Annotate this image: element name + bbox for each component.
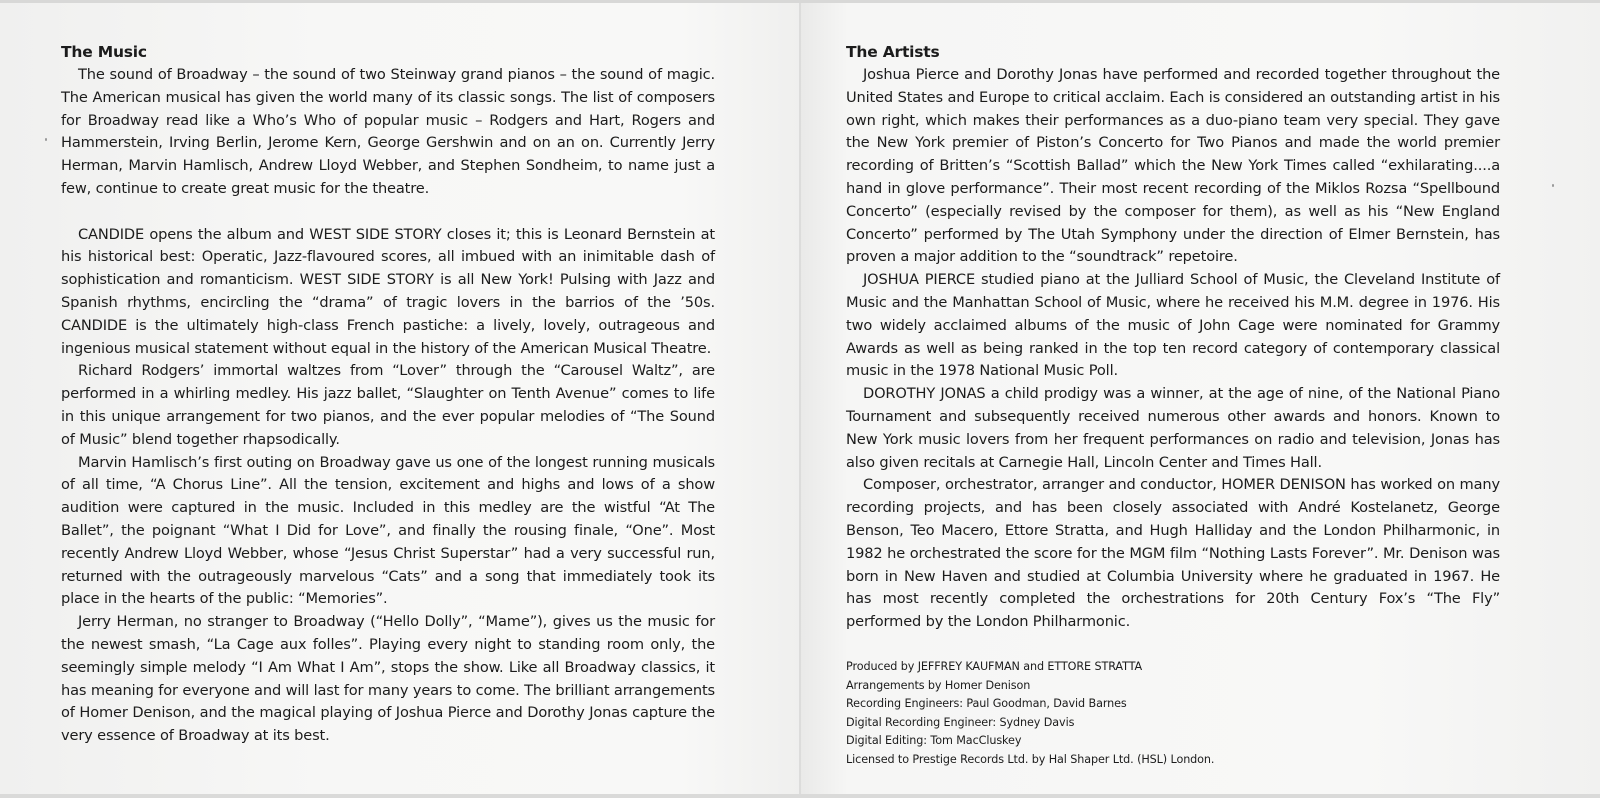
scan-bottom-edge	[0, 794, 1600, 798]
paragraph-herman: Jerry Herman, no stranger to Broadway (“Hello Dolly”, “Mame”), gives us the music for the newest smash, “La Cage aux folles”. Playing every night to standing room only, the seemingly simple melody “I Am What I Am”, stops the show. Like all Broadway classics, it has meaning for everyone and will last for many years to come. The brilliant arrangements of Homer Denison, and the magical playing of Joshua Pierce and Dorothy Jonas capture the very essence of Broadway at its best.	[61, 613, 715, 745]
paragraph-bernstein: CANDIDE opens the album and WEST SIDE STORY closes it; this is Leonard Bernstein at his historical best: Operatic, Jazz-flavoured scores, all imbued with an inimitable dash of sophistication and romanticism. WEST SIDE STORY is all New York! Pulsing with Jazz and Spanish rhythms, encircling the “drama” of tragic lovers in the barrios of the ’50s. CANDIDE is the ultimately high-class French pastiche: a lively, lovely, outrageous and ingenious musical statement without equal in the history of the American Musical Theatre.	[61, 225, 715, 357]
paragraph-joshua-pierce: JOSHUA PIERCE studied piano at the Julliard School of Music, the Cleveland Institute of Music and the Manhattan School of Music, where he received his M.M. degree in 1976. His two widely acclaimed albums of the music of John Cage were nominated for Grammy Awards as well as being ranked in the top ten record category of contemporary classical music in the 1978 National Music Poll.	[846, 271, 1500, 380]
right-page	[800, 0, 1600, 798]
credit-license: Licensed to Prestige Records Ltd. by Hal Shaper Ltd. (HSL) London.	[846, 752, 1215, 766]
section-heading-artists: The Artists	[846, 43, 940, 61]
paragraph-homer-denison: Composer, orchestrator, arranger and conductor, HOMER DENISON has worked on many recording projects, and has been closely associated with André Kostelanetz, George Benson, Teo Macero, Ettore Stratta, and Hugh Halliday and the London Philharmonic, in 1982 he orchestrated the score for the MGM film “Nothing Lasts Forever”. Mr. Denison was born in New Haven and studied at Columbia University where he graduated in 1967. He has most recently completed the orchestrations for 20th Century Fox’s “The Fly” performed by the London Philharmonic.	[846, 476, 1500, 631]
credit-arrangements: Arrangements by Homer Denison	[846, 678, 1031, 692]
artists-column	[846, 40, 1500, 634]
section-heading-music: The Music	[61, 43, 147, 61]
paragraph-duo: Joshua Pierce and Dorothy Jonas have performed and recorded together throughout the United States and Europe to critical acclaim. Each is considered an outstanding artist in his own right, which makes their performances as a duo-piano team very special. They gave the New York premier of Piston’s Concerto for Two Pianos and made the world premier recording of Britten’s “Scottish Ballad” which the New York Times called “exhilarating....a hand in glove performance”. Their most recent recording of the Miklos Rozsa “Spellbound Concerto” (especially revised by the composer for them), as well as his “New England Concerto” performed by The Utah Symphony under the direction of Elmer Bernstein, has proven a major addition to the “soundtrack” repetoire.	[846, 66, 1500, 266]
music-column	[61, 40, 715, 748]
credit-digital-recording-engineer: Digital Recording Engineer: Sydney Davis	[846, 715, 1075, 729]
paragraph-dorothy-jonas: DOROTHY JONAS a child prodigy was a winner, at the age of nine, of the National Piano Tournament and subsequently received numerous other awards and honors. Known to New York music lovers from her frequent performances on radio and television, Jonas has also given recitals at Carnegie Hall, Lincoln Center and Times Hall.	[846, 385, 1500, 471]
scan-top-edge	[0, 0, 1600, 3]
production-credits	[846, 658, 1406, 770]
credit-producer: Produced by JEFFREY KAUFMAN and ETTORE STRATTA	[846, 660, 1143, 673]
paragraph-intro: The sound of Broadway – the sound of two Steinway grand pianos – the sound of magic. The American musical has given the world many of its classic songs. The list of composers for Broadway read like a Who’s Who of popular music – Rodgers and Hart, Rogers and Hammerstein, Irving Berlin, Jerome Kern, George Gershwin and on an on. Currently Jerry Herman, Marvin Hamlisch, Andrew Lloyd Webber, and Stephen Sondheim, to name just a few, continue to create great music for the theatre.	[61, 66, 715, 197]
credit-digital-editing: Digital Editing: Tom MacCluskey	[846, 734, 1022, 748]
scan-speck	[45, 138, 47, 141]
paragraph-hamlisch-webber: Marvin Hamlisch’s first outing on Broadway gave us one of the longest running musicals of all time, “A Chorus Line”. All the tension, excitement and highs and lows of a show audition were captured in the music. Included in this medley are the wistful “At The Ballet”, the poignant “What I Did for Love”, and finally the rousing finale, “One”. Most recently Andrew Lloyd Webber, whose “Jesus Christ Superstar” had a very successful run, returned with the outrageously marvelous “Cats” and a song that immediately took its place in the hearts of the public: “Memories”.	[61, 453, 715, 608]
paragraph-rodgers: Richard Rodgers’ immortal waltzes from “Lover” through the “Carousel Waltz”, are performed in a whirling medley. His jazz ballet, “Slaughter on Tenth Avenue” comes to life in this unique arrangement for two pianos, and the ever popular melodies of “The Sound of Music” blend together rhapsodically.	[61, 362, 715, 448]
scan-speck	[1552, 184, 1554, 187]
center-fold	[799, 0, 801, 798]
credit-recording-engineers: Recording Engineers: Paul Goodman, David Barnes	[846, 697, 1127, 711]
paragraph-gap	[61, 201, 715, 224]
